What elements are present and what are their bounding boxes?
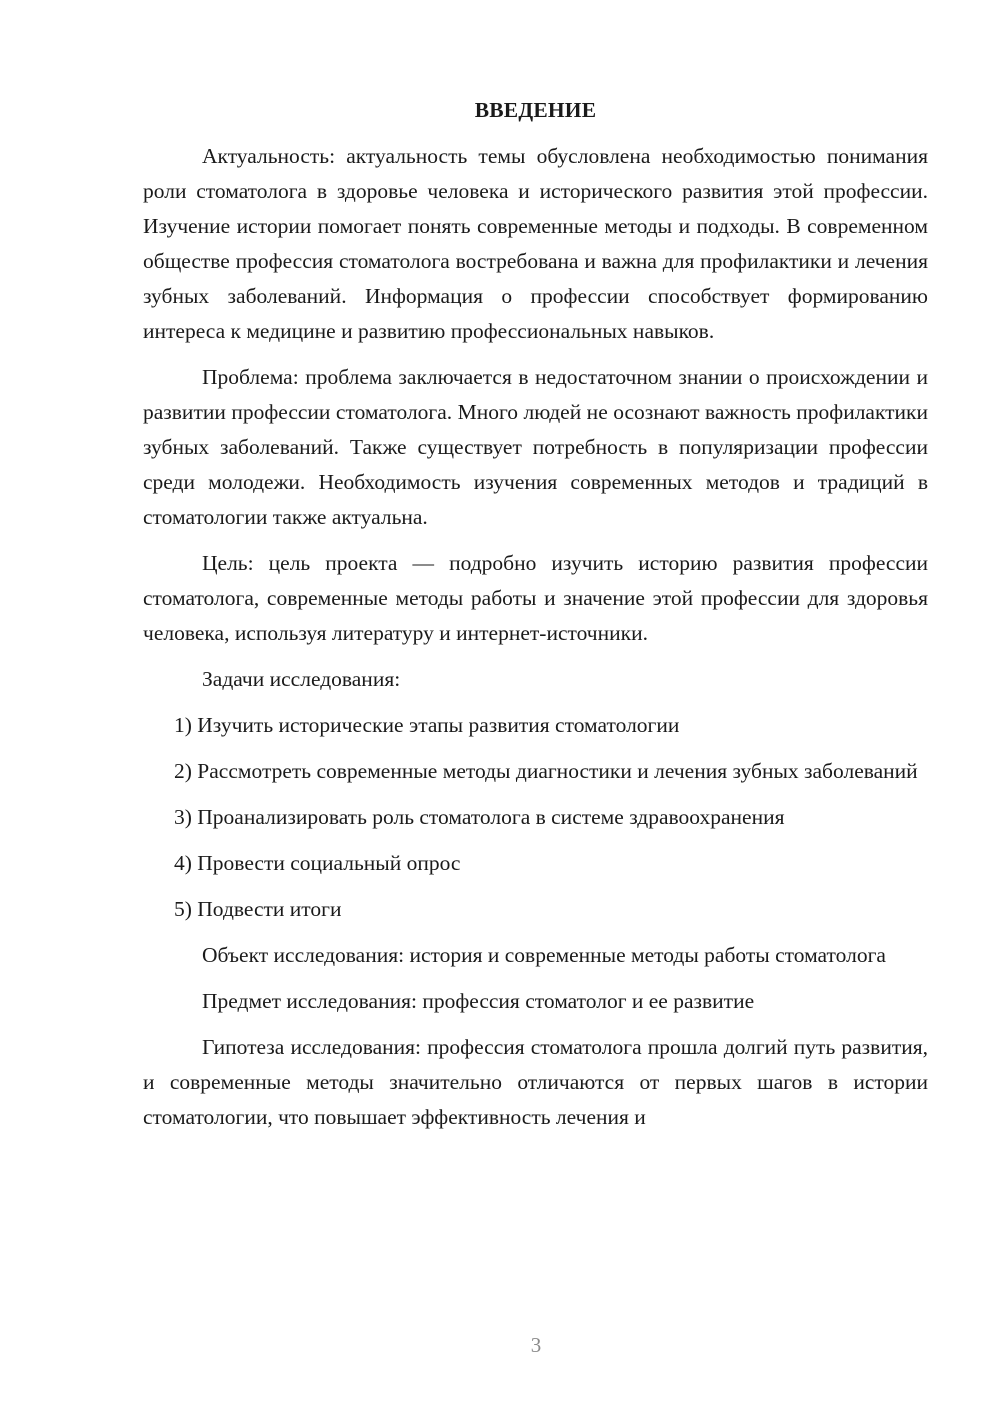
- task-item: 5) Подвести итоги: [174, 897, 342, 921]
- section-title: ВВЕДЕНИЕ: [474, 98, 597, 122]
- object-paragraph: Объект исследования: история и современные методы работы стоматолога: [202, 943, 886, 967]
- relevance-paragraph: Актуальность: актуальность темы обусловлена необходимостью понимания роли стоматолога в здоровье человека и исторического развития этой профессии. Изучение истории помогает понять современные методы и подходы. В современном обществе профессия стоматолога востребована и важна для профилактики и лечения зубных заболеваний. Информация о профессии способствует формированию интереса к медицине и развитию профессиональных навыков.: [143, 144, 928, 343]
- subject-paragraph: Предмет исследования: профессия стоматолог и ее развитие: [202, 989, 755, 1013]
- goal-paragraph: Цель: цель проекта — подробно изучить историю развития профессии стоматолога, современные методы работы и значение этой профессии для здоровья человека, используя литературу и интернет-источники.: [143, 551, 928, 645]
- task-item: 3) Проанализировать роль стоматолога в системе здравоохранения: [174, 805, 785, 829]
- task-item: 1) Изучить исторические этапы развития стоматологии: [174, 713, 680, 737]
- task-item: 4) Провести социальный опрос: [174, 851, 461, 875]
- problem-paragraph: Проблема: проблема заключается в недостаточном знании о происхождении и развитии профессии стоматолога. Много людей не осознают важность профилактики зубных заболеваний. Также существует потребность в популяризации профессии среди молодежи. Необходимость изучения современных методов и традиций в стоматологии также актуальна.: [143, 365, 928, 529]
- page-number: 3: [530, 1333, 542, 1357]
- page-content: [143, 92, 928, 1146]
- tasks-heading: Задачи исследования:: [202, 667, 401, 691]
- task-item: 2) Рассмотреть современные методы диагностики и лечения зубных заболеваний: [174, 759, 918, 783]
- hypothesis-paragraph: Гипотеза исследования: профессия стоматолога прошла долгий путь развития, и современные методы значительно отличаются от первых шагов в истории стоматологии, что повышает эффективность лечения и: [143, 1035, 928, 1129]
